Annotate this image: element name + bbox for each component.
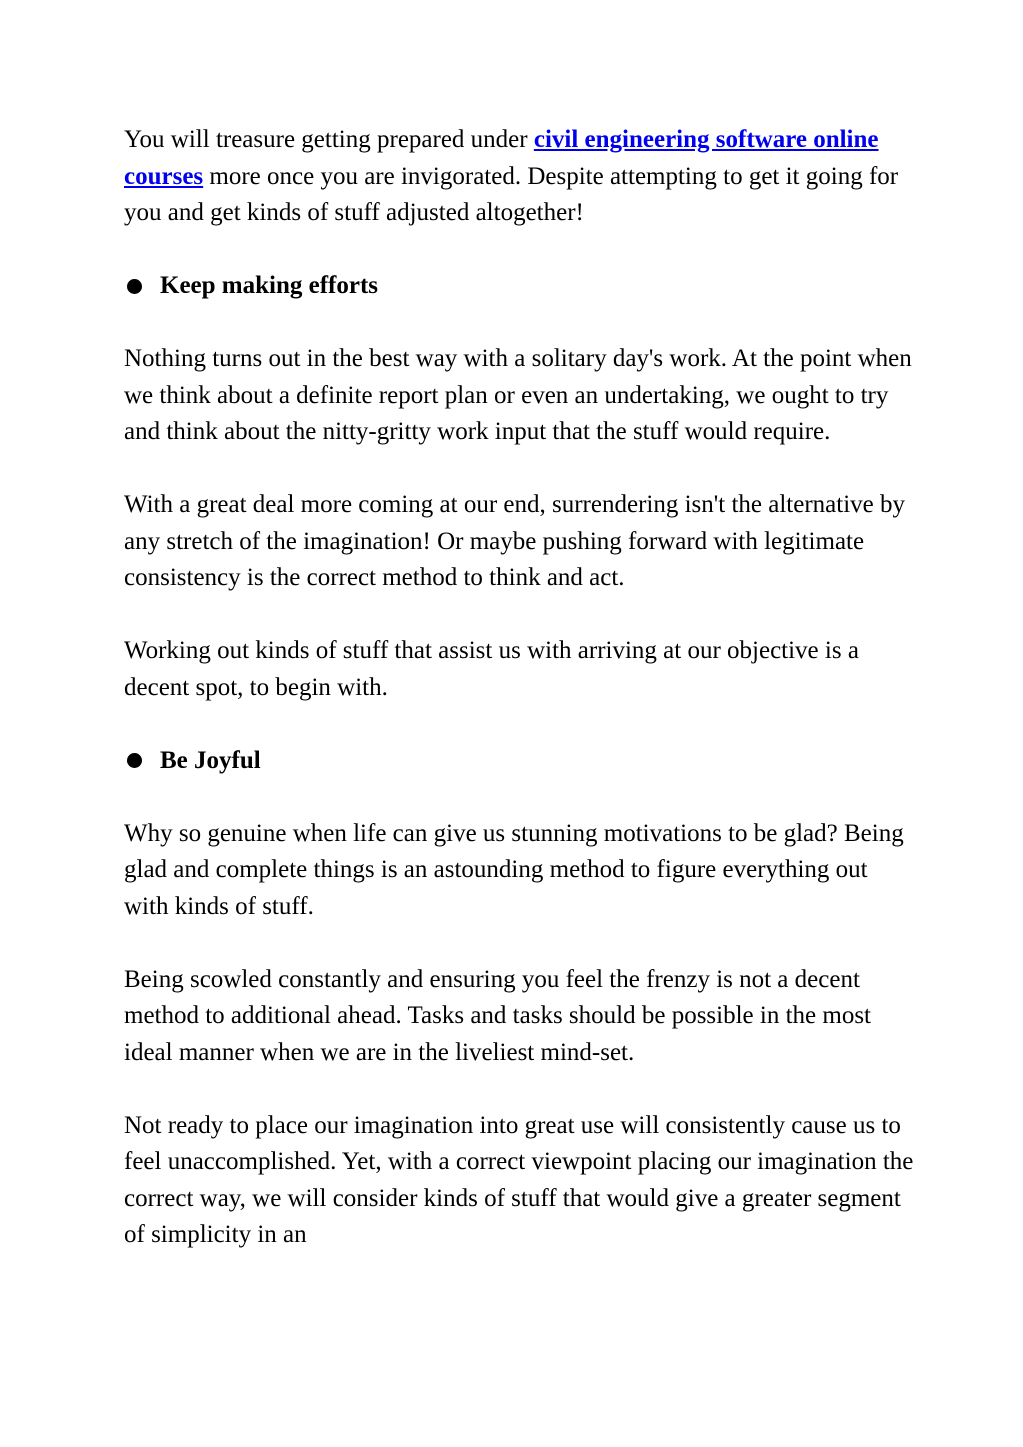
body-paragraph: Being scowled constantly and ensuring you feel the frenzy is not a decent method to additional ahead. Tasks and tasks should be possible in the most ideal manner when we are in the liveliest mind-set. xyxy=(124,965,871,1066)
intro-paragraph xyxy=(124,122,914,232)
document-body xyxy=(124,122,914,1290)
bullet-icon xyxy=(127,753,142,768)
intro-text-before: You will treasure getting prepared under xyxy=(124,126,534,153)
body-paragraph: Working out kinds of stuff that assist us with arriving at our objective is a decent spot, to begin with. xyxy=(124,637,859,701)
body-paragraph: Why so genuine when life can give us stunning motivations to be glad? Being glad and complete things is an astounding method to figure everything out with kinds of stuff. xyxy=(124,819,904,920)
intro-text-after: more once you are invigorated. Despite attempting to get it going for you and get kinds of stuff adjusted altogether! xyxy=(124,162,899,226)
section-heading-keep-making-efforts xyxy=(124,268,914,305)
civil-engineering-courses-link[interactable]: civil engineering software online courses xyxy=(124,126,879,190)
body-paragraph: Not ready to place our imagination into great use will consistently cause us to feel unaccomplished. Yet, with a correct viewpoint placing our imagination the correct way, we will consider kinds of stuff that would give a greater segment of simplicity in an xyxy=(124,1111,914,1248)
body-paragraph: Nothing turns out in the best way with a solitary day's work. At the point when we think about a definite report plan or even an undertaking, we ought to try and think about the nitty-gritty work input that the stuff would require. xyxy=(124,345,912,445)
bullet-icon xyxy=(127,279,142,294)
section-heading-be-joyful xyxy=(124,743,914,780)
body-paragraph: With a great deal more coming at our end, surrendering isn't the alternative by any stretch of the imagination! Or maybe pushing forward with legitimate consistency is the correct method to think and act. xyxy=(124,491,906,591)
section-heading-text: Be Joyful xyxy=(160,746,261,774)
section-heading-text: Keep making efforts xyxy=(160,272,379,299)
